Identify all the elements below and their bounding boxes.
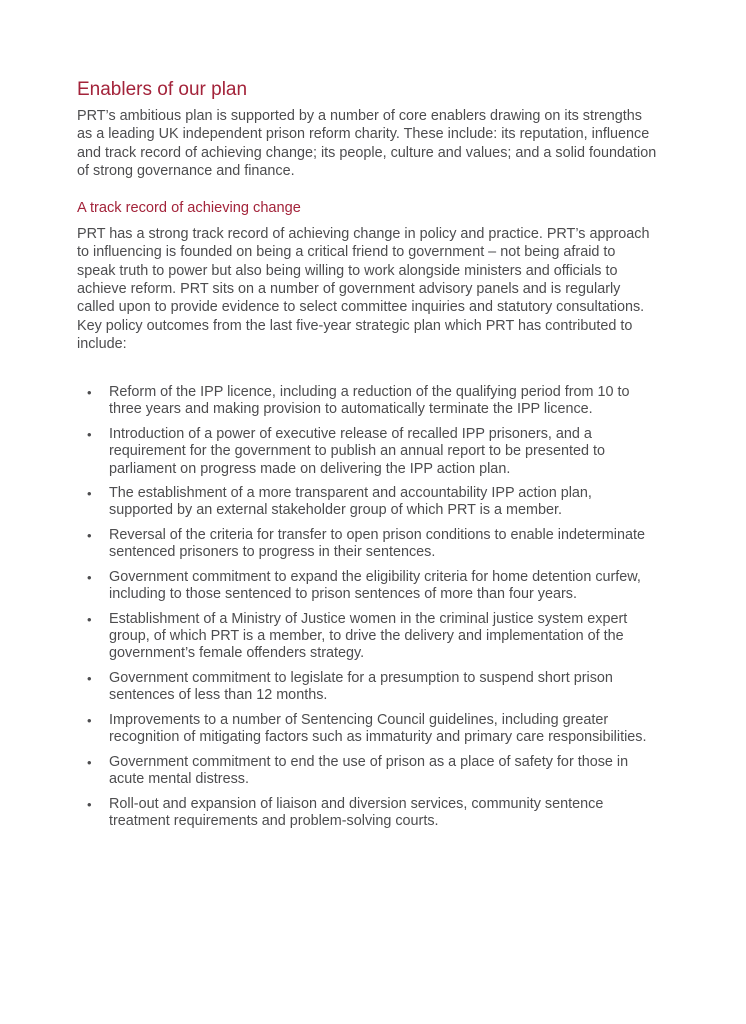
page-content xyxy=(77,78,657,838)
list-item xyxy=(77,527,657,561)
bullet-icon: • xyxy=(87,570,92,586)
bullet-icon: • xyxy=(87,671,92,687)
list-item-text: Establishment of a Ministry of Justice women in the criminal justice system expert group, of which PRT is a member, to drive the delivery and implementation of the government’s female offenders strategy. xyxy=(109,611,628,662)
list-item xyxy=(77,754,657,788)
list-item-text: Government commitment to end the use of prison as a place of safety for those in acute mental distress. xyxy=(109,753,629,788)
list-item xyxy=(77,426,657,478)
bullet-icon: • xyxy=(87,796,92,812)
bullet-icon: • xyxy=(87,528,92,544)
list-item-text: Roll-out and expansion of liaison and diversion services, community sentence treatment requirements and problem-solving courts. xyxy=(109,795,604,830)
list-item-text: Improvements to a number of Sentencing Council guidelines, including greater recognition of mitigating factors such as immaturity and primary care responsibilities. xyxy=(109,712,647,746)
bullet-icon: • xyxy=(87,427,92,443)
bullet-icon: • xyxy=(87,612,92,627)
list-item-text: Government commitment to expand the eligibility criteria for home detention curfew, including to those sentenced to prison sentences of more than four years. xyxy=(109,569,641,603)
list-item xyxy=(77,712,657,746)
list-item xyxy=(77,670,657,704)
list-item xyxy=(77,611,657,663)
intro-paragraph: PRT’s ambitious plan is supported by a number of core enablers drawing on its strengths as a leading UK independent prison reform charity. These include: its reputation, influence and track record of achieving change; its people, culture and values; and a solid foundation of strong governance and finance. xyxy=(77,108,657,179)
list-item xyxy=(77,569,657,603)
bullet-icon: • xyxy=(87,713,92,729)
list-item xyxy=(77,384,657,418)
subsection-heading: A track record of achieving change xyxy=(77,200,301,217)
list-item-text: The establishment of a more transparent and accountability IPP action plan, supported by an external stakeholder group of which PRT is a member. xyxy=(109,485,592,519)
list-item-text: Government commitment to legislate for a presumption to suspend short prison sentences of less than 12 months. xyxy=(109,670,613,704)
list-item-text: Introduction of a power of executive release of recalled IPP prisoners, and a requirement for the government to publish an annual report to be presented to parliament on progress made on delivering the IPP action plan. xyxy=(109,426,605,477)
list-item-text: Reversal of the criteria for transfer to open prison conditions to enable indeterminate sentenced prisoners to progress in their sentences. xyxy=(109,527,645,561)
list-item xyxy=(77,485,657,519)
bullet-icon: • xyxy=(87,385,92,401)
bullet-icon: • xyxy=(87,754,92,770)
policy-outcomes-list xyxy=(77,384,657,830)
list-item-text: Reform of the IPP licence, including a reduction of the qualifying period from 10 to three years and making provision to automatically terminate the IPP licence. xyxy=(109,384,630,418)
list-item xyxy=(77,796,657,830)
bullet-icon: • xyxy=(87,486,92,502)
section-heading: Enablers of our plan xyxy=(77,79,248,100)
body-paragraph: PRT has a strong track record of achieving change in policy and practice. PRT’s approach to influencing is founded on being a critical friend to government – not being afraid to speak truth to power but also being willing to work alongside ministers and officials to achieve reform. PRT sits on a number of government advisory panels and is regularly called upon to provide evidence to select committee inquiries and statutory consultations. Key policy outcomes from the last five-year strategic plan which PRT has contributed to include: xyxy=(77,226,650,352)
